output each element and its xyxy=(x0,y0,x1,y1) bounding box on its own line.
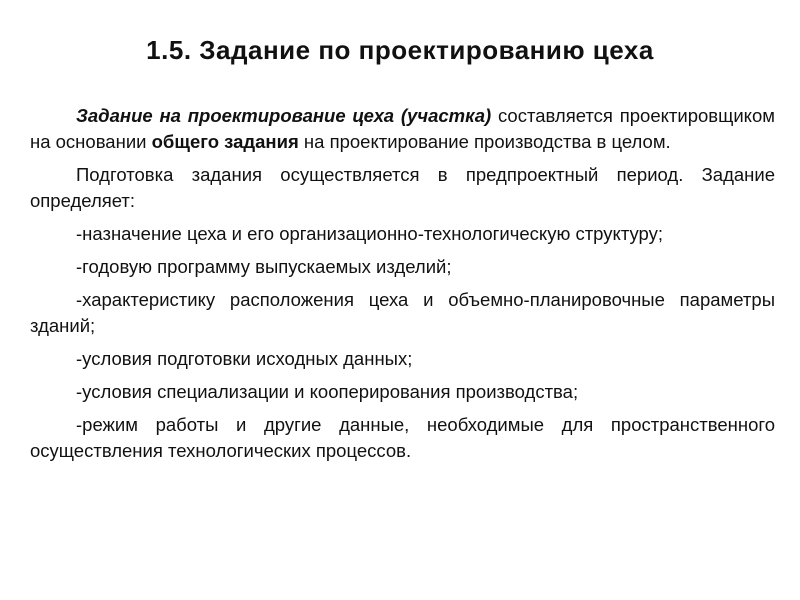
slide-body xyxy=(30,103,775,464)
emphasis-general-task: общего задания xyxy=(151,131,299,152)
list-item-work-mode: -режим работы и другие данные, необходимые для пространственного осуществления технологических процессов. xyxy=(30,414,775,461)
list-item-source-data: -условия подготовки исходных данных; xyxy=(76,348,413,369)
emphasis-task: Задание на проектирование цеха (участка) xyxy=(76,105,492,126)
list-item-annual-program: -годовую программу выпускаемых изделий; xyxy=(76,256,452,277)
slide-title: 1.5. Задание по проектированию цеха xyxy=(146,35,654,65)
list-item-location: -характеристику расположения цеха и объемно-планировочные параметры зданий; xyxy=(30,289,775,336)
intro-text-2: на проектирование производства в целом. xyxy=(298,131,671,152)
list-item-specialization: -условия специализации и кооперирования производства; xyxy=(76,381,579,402)
list-item-purpose: -назначение цеха и его организационно-технологическую структуру; xyxy=(76,223,664,244)
paragraph-preparation: Подготовка задания осуществляется в предпроектный период. Задание определяет: xyxy=(30,164,775,211)
paragraph-intro xyxy=(30,103,775,155)
intro-text-1: составляется проектировщиком на основании xyxy=(30,105,775,152)
